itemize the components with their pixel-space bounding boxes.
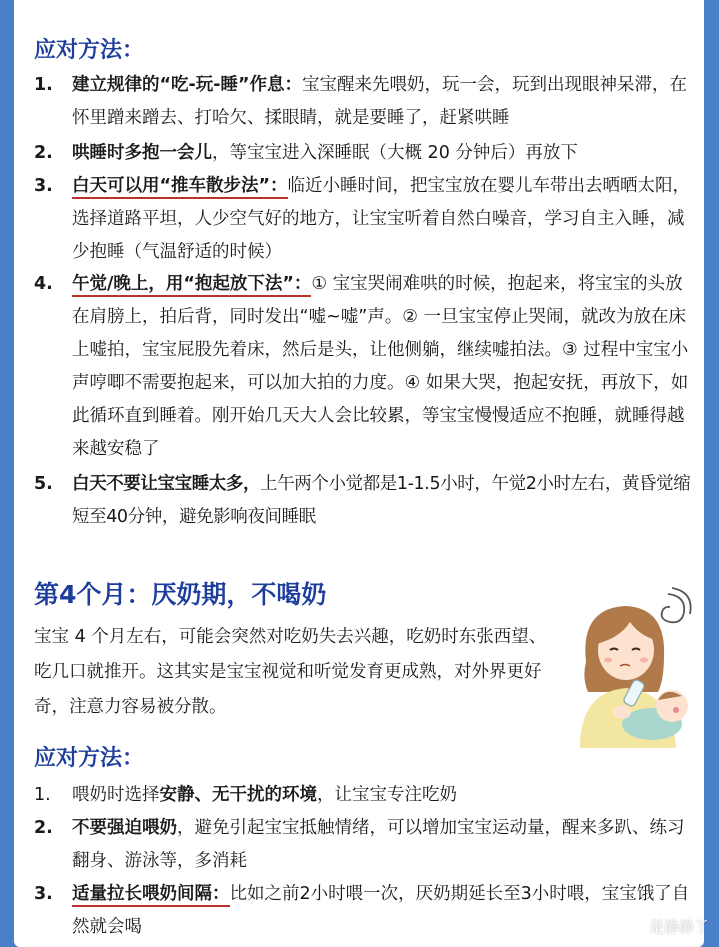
- item-text: 不要强迫喂奶，避免引起宝宝抵触情绪，可以增加宝宝运动量，醒来多趴、练习翻身、游泳等，多消耗: [72, 818, 685, 871]
- item-number: 3.: [34, 884, 53, 904]
- section-heading-methods-2: 应对方法：: [34, 746, 145, 771]
- item-number: 5.: [34, 474, 53, 494]
- article-card: [14, 0, 704, 947]
- item-text: 建立规律的“吃-玩-睡”作息：宝宝醒来先喂奶，玩一会，玩到出现眼神呆滞，在怀里蹭来蹭去、打哈欠、揉眼睛，就是要睡了，赶紧哄睡: [72, 75, 688, 128]
- item-number: 3.: [34, 176, 53, 196]
- underlined-emphasis: 午觉/晚上，用“抱起放下法”：: [72, 274, 311, 297]
- item-text: 适量拉长喂奶间隔：比如之前2小时喂一次，厌奶期延长至3小时喂，宝宝饿了自然就会喝: [72, 884, 690, 937]
- list-item: [34, 69, 696, 135]
- month4-paragraph: 宝宝 4 个月左右，可能会突然对吃奶失去兴趣，吃奶时东张西望、吃几口就推开。这其实是宝宝视觉和听觉发育更成熟，对外界更好奇，注意力容易被分散。: [34, 627, 547, 717]
- list-item: [34, 137, 696, 170]
- item-text: 白天不要让宝宝睡太多，上午两个小觉都是1-1.5小时，午觉2小时左右，黄昏觉缩短至40分钟，避免影响夜间睡眠: [72, 474, 691, 527]
- item-text: 午觉/晚上，用“抱起放下法”：① 宝宝哭闹难哄的时候，抱起来，将宝宝的头放在肩膀上，拍后背，同时发出“嘘~嘘”声。② 一旦宝宝停止哭闹，就改为放在床上嘘拍，宝宝屁股先着床，然后是头，让他侧躺，继续嘘拍法。③ 过程中宝宝小声哼唧不需要抱起来，可以加大拍的力度。④ 如果大哭，抱起安抚，再放下，如此循环直到睡着。刚开始几天大人会比较累，等宝宝慢慢适应不抱睡，就睡得越来越安稳了: [72, 274, 689, 459]
- watermark: 是静静丫: [648, 918, 709, 936]
- section-heading-methods: 应对方法：: [34, 38, 145, 63]
- underlined-emphasis: 适量拉长喂奶间隔：: [72, 884, 230, 907]
- item-number: 2.: [34, 818, 53, 838]
- confusion-swirl-icon: [662, 588, 691, 622]
- item-number: 1.: [34, 75, 53, 95]
- item-text: 喂奶时选择安静、无干扰的环境，让宝宝专注吃奶: [72, 785, 457, 805]
- blush: [604, 658, 612, 663]
- month4-heading: 第4个月：厌奶期，不喝奶: [34, 580, 327, 609]
- list-item: [34, 170, 696, 269]
- item-text: 白天可以用“推车散步法”：临近小睡时间，把宝宝放在婴儿车带出去晒晒太阳，选择道路平坦，人少空气好的地方，让宝宝听着自然白噪音，学习自主入睡，减少抱睡（气温舒适的时候）: [72, 176, 691, 262]
- item-number: 2.: [34, 143, 53, 163]
- mother-hand: [613, 705, 631, 719]
- blush: [640, 658, 648, 663]
- mother-feeding-baby-illustration: [572, 584, 696, 748]
- underlined-emphasis: 白天可以用“推车散步法”：: [72, 176, 288, 199]
- item-number: 1.: [34, 785, 51, 805]
- baby-mouth: [673, 707, 679, 713]
- list-item: [34, 779, 696, 812]
- item-number: 4.: [34, 274, 53, 294]
- list-item: [34, 878, 696, 944]
- list-item: [34, 812, 696, 878]
- item-text: 哄睡时多抱一会儿，等宝宝进入深睡眠（大概 20 分钟后）再放下: [72, 143, 578, 163]
- list-item: [34, 468, 696, 534]
- list-item: [34, 268, 696, 466]
